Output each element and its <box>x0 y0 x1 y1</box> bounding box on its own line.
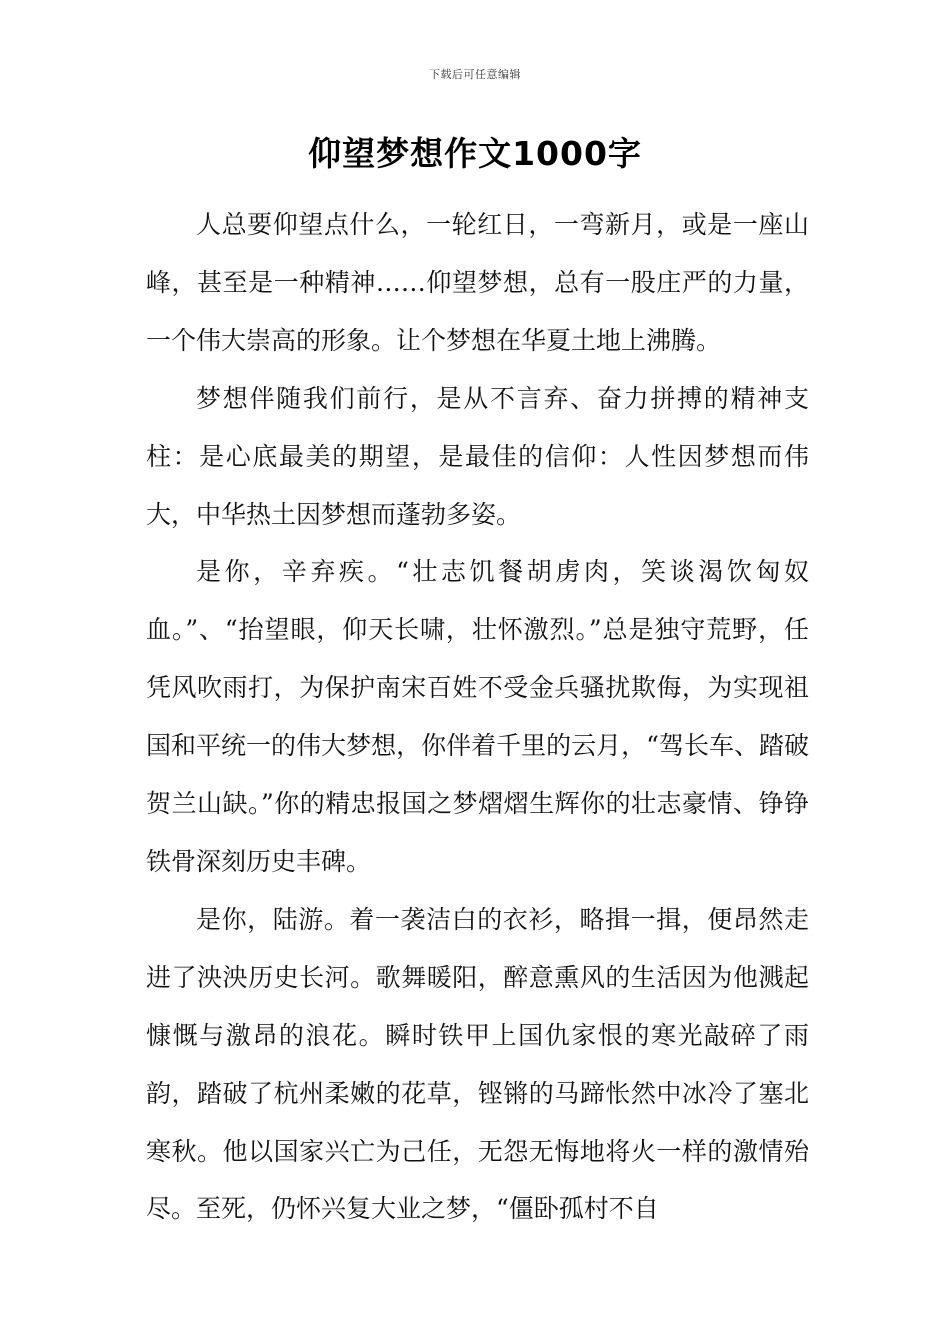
paragraph-3: 是你，辛弃疾。“壮志饥餐胡虏肉，笑谈渴饮匈奴血。”、“抬望眼，仰天长啸，壮怀激烈。”总是独守荒野，任凭风吹雨打，为保护南宋百姓不受金兵骚扰欺侮，为实现祖国和平统一的伟大梦想，你伴着千里的云月，“驾长车、踏破贺兰山缺。”你的精忠报国之梦熠熠生辉你的壮志豪情、铮铮铁骨深刻历史丰碑。 <box>146 557 809 876</box>
header-note: 下载后可任意编辑 <box>429 68 521 81</box>
paragraph-1: 人总要仰望点什么，一轮红日，一弯新月，或是一座山峰，甚至是一种精神……仰望梦想，总有一股庄严的力量，一个伟大崇高的形象。让个梦想在华夏土地上沸腾。 <box>146 210 809 355</box>
paragraph-2: 梦想伴随我们前行，是从不言弃、奋力拼搏的精神支柱：是心底最美的期望，是最佳的信仰：人性因梦想而伟大，中华热土因梦想而蓬勃多姿。 <box>146 383 809 529</box>
paragraph-4: 是你，陆游。着一袭洁白的衣衫，略揖一揖，便昂然走进了泱泱历史长河。歌舞暖阳，醉意熏风的生活因为他溅起慷慨与激昂的浪花。瞬时铁甲上国仇家恨的寒光敲碎了雨韵，踏破了杭州柔嫩的花草，铿锵的马蹄怅然中冰冷了塞北寒秋。他以国家兴亡为己任，无怨无悔地将火一样的激情殆尽。至死，仍怀兴复大业之梦，“僵卧孤村不自 <box>146 904 809 1224</box>
document-body <box>146 196 809 1238</box>
page-title: 仰望梦想作文1000字 <box>308 134 642 173</box>
